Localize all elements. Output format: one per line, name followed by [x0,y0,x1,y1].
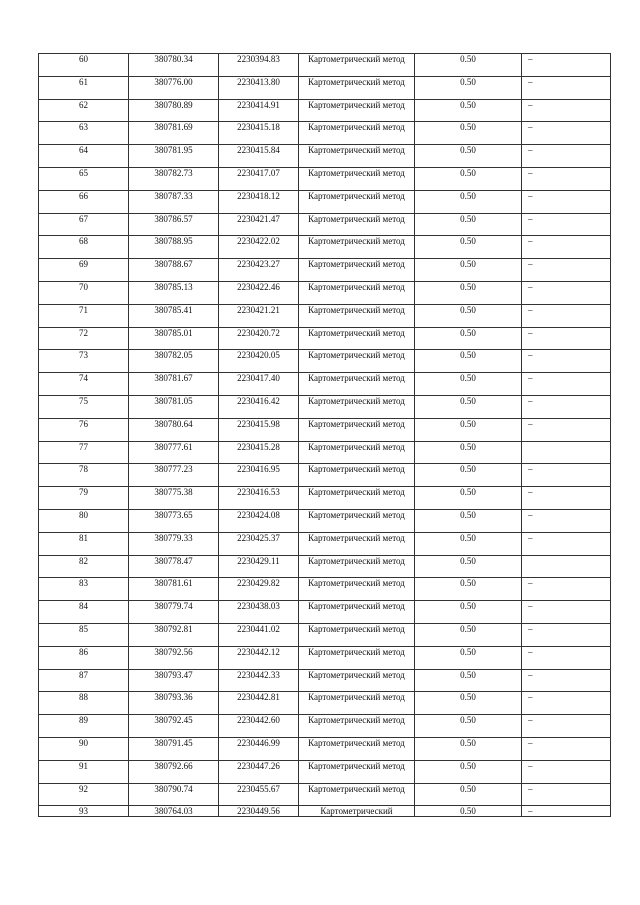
table-row [39,806,611,817]
y-coordinate-cell: 2230449.56 [219,806,299,817]
point-number-cell: 93 [39,806,129,817]
accuracy-cell: 0.50 [415,327,522,350]
method-cell: Картометрический метод [299,236,415,259]
point-number-cell: 68 [39,236,129,259]
y-coordinate-cell: 2230414.91 [219,99,299,122]
accuracy-cell: 0.50 [415,167,522,190]
method-cell: Картометрический метод [299,555,415,578]
table-row [39,509,611,532]
table-row [39,532,611,555]
y-coordinate-cell: 2230424.08 [219,509,299,532]
method-cell: Картометрический метод [299,441,415,464]
accuracy-cell: 0.50 [415,395,522,418]
table-row [39,259,611,282]
method-cell: Картометрический метод [299,145,415,168]
y-coordinate-cell: 2230394.83 [219,54,299,77]
x-coordinate-cell: 380792.66 [129,760,219,783]
accuracy-cell: 0.50 [415,669,522,692]
point-number-cell: 85 [39,623,129,646]
table-row [39,601,611,624]
accuracy-cell: 0.50 [415,350,522,373]
note-cell: – [522,737,611,760]
method-cell: Картометрический метод [299,692,415,715]
method-cell: Картометрический метод [299,418,415,441]
method-cell: Картометрический метод [299,327,415,350]
x-coordinate-cell: 380785.13 [129,281,219,304]
point-number-cell: 74 [39,373,129,396]
table-row [39,99,611,122]
point-number-cell: 60 [39,54,129,77]
method-cell: Картометрический метод [299,395,415,418]
method-cell: Картометрический метод [299,623,415,646]
table-row [39,122,611,145]
note-cell: – [522,418,611,441]
x-coordinate-cell: 380781.69 [129,122,219,145]
y-coordinate-cell: 2230416.42 [219,395,299,418]
point-number-cell: 82 [39,555,129,578]
x-coordinate-cell: 380792.81 [129,623,219,646]
y-coordinate-cell: 2230422.46 [219,281,299,304]
accuracy-cell: 0.50 [415,145,522,168]
x-coordinate-cell: 380781.61 [129,578,219,601]
table-row [39,350,611,373]
method-cell: Картометрический метод [299,783,415,806]
y-coordinate-cell: 2230415.84 [219,145,299,168]
accuracy-cell: 0.50 [415,281,522,304]
x-coordinate-cell: 380779.33 [129,532,219,555]
y-coordinate-cell: 2230442.12 [219,646,299,669]
note-cell: – [522,692,611,715]
coordinates-table [38,53,611,817]
point-number-cell: 83 [39,578,129,601]
point-number-cell: 73 [39,350,129,373]
table-row [39,373,611,396]
point-number-cell: 61 [39,76,129,99]
table-row [39,167,611,190]
table-row [39,190,611,213]
point-number-cell: 76 [39,418,129,441]
accuracy-cell: 0.50 [415,487,522,510]
method-cell: Картометрический [299,806,415,817]
x-coordinate-cell: 380788.95 [129,236,219,259]
method-cell: Картометрический метод [299,122,415,145]
table-row [39,464,611,487]
note-cell: – [522,578,611,601]
note-cell: – [522,760,611,783]
point-number-cell: 92 [39,783,129,806]
point-number-cell: 62 [39,99,129,122]
x-coordinate-cell: 380778.47 [129,555,219,578]
method-cell: Картометрический метод [299,646,415,669]
note-cell: – [522,304,611,327]
accuracy-cell: 0.50 [415,646,522,669]
note-cell: – [522,350,611,373]
y-coordinate-cell: 2230455.67 [219,783,299,806]
y-coordinate-cell: 2230413.80 [219,76,299,99]
x-coordinate-cell: 380781.95 [129,145,219,168]
y-coordinate-cell: 2230421.21 [219,304,299,327]
table-row [39,304,611,327]
point-number-cell: 86 [39,646,129,669]
y-coordinate-cell: 2230423.27 [219,259,299,282]
point-number-cell: 80 [39,509,129,532]
y-coordinate-cell: 2230446.99 [219,737,299,760]
y-coordinate-cell: 2230425.37 [219,532,299,555]
note-cell: – [522,54,611,77]
table-row [39,236,611,259]
note-cell: – [522,167,611,190]
point-number-cell: 79 [39,487,129,510]
point-number-cell: 67 [39,213,129,236]
x-coordinate-cell: 380782.73 [129,167,219,190]
table-row [39,487,611,510]
x-coordinate-cell: 380780.64 [129,418,219,441]
accuracy-cell: 0.50 [415,304,522,327]
note-cell: – [522,327,611,350]
note-cell: – [522,373,611,396]
x-coordinate-cell: 380775.38 [129,487,219,510]
accuracy-cell: 0.50 [415,760,522,783]
x-coordinate-cell: 380790.74 [129,783,219,806]
table-row [39,578,611,601]
note-cell: – [522,76,611,99]
x-coordinate-cell: 380785.01 [129,327,219,350]
note-cell: – [522,213,611,236]
note-cell: – [522,509,611,532]
note-cell: – [522,715,611,738]
y-coordinate-cell: 2230420.72 [219,327,299,350]
accuracy-cell: 0.50 [415,509,522,532]
x-coordinate-cell: 380787.33 [129,190,219,213]
table-row [39,418,611,441]
accuracy-cell: 0.50 [415,464,522,487]
y-coordinate-cell: 2230429.11 [219,555,299,578]
x-coordinate-cell: 380786.57 [129,213,219,236]
accuracy-cell: 0.50 [415,441,522,464]
method-cell: Картометрический метод [299,578,415,601]
accuracy-cell: 0.50 [415,532,522,555]
method-cell: Картометрический метод [299,213,415,236]
y-coordinate-cell: 2230415.28 [219,441,299,464]
y-coordinate-cell: 2230447.26 [219,760,299,783]
point-number-cell: 91 [39,760,129,783]
note-cell [522,555,611,578]
method-cell: Картометрический метод [299,715,415,738]
accuracy-cell: 0.50 [415,213,522,236]
x-coordinate-cell: 380781.05 [129,395,219,418]
table-row [39,760,611,783]
point-number-cell: 70 [39,281,129,304]
point-number-cell: 84 [39,601,129,624]
x-coordinate-cell: 380776.00 [129,76,219,99]
table-row [39,555,611,578]
method-cell: Картометрический метод [299,601,415,624]
method-cell: Картометрический метод [299,281,415,304]
method-cell: Картометрический метод [299,532,415,555]
y-coordinate-cell: 2230416.95 [219,464,299,487]
x-coordinate-cell: 380781.67 [129,373,219,396]
note-cell: – [522,783,611,806]
method-cell: Картометрический метод [299,487,415,510]
point-number-cell: 78 [39,464,129,487]
y-coordinate-cell: 2230418.12 [219,190,299,213]
y-coordinate-cell: 2230416.53 [219,487,299,510]
x-coordinate-cell: 380792.56 [129,646,219,669]
method-cell: Картометрический метод [299,737,415,760]
table-row [39,395,611,418]
y-coordinate-cell: 2230415.18 [219,122,299,145]
table-row [39,737,611,760]
accuracy-cell: 0.50 [415,555,522,578]
note-cell: – [522,601,611,624]
x-coordinate-cell: 380792.45 [129,715,219,738]
method-cell: Картометрический метод [299,669,415,692]
point-number-cell: 69 [39,259,129,282]
accuracy-cell: 0.50 [415,601,522,624]
note-cell: – [522,532,611,555]
y-coordinate-cell: 2230438.03 [219,601,299,624]
table-row [39,692,611,715]
table-row [39,669,611,692]
note-cell: – [522,487,611,510]
note-cell: – [522,669,611,692]
table-row [39,715,611,738]
point-number-cell: 71 [39,304,129,327]
table-row [39,646,611,669]
x-coordinate-cell: 380777.23 [129,464,219,487]
point-number-cell: 77 [39,441,129,464]
accuracy-cell: 0.50 [415,76,522,99]
point-number-cell: 87 [39,669,129,692]
x-coordinate-cell: 380785.41 [129,304,219,327]
note-cell: – [522,623,611,646]
accuracy-cell: 0.50 [415,578,522,601]
table-row [39,213,611,236]
method-cell: Картометрический метод [299,76,415,99]
method-cell: Картометрический метод [299,350,415,373]
point-number-cell: 65 [39,167,129,190]
note-cell: – [522,259,611,282]
method-cell: Картометрический метод [299,54,415,77]
point-number-cell: 81 [39,532,129,555]
note-cell: – [522,99,611,122]
note-cell [522,441,611,464]
accuracy-cell: 0.50 [415,190,522,213]
x-coordinate-cell: 380773.65 [129,509,219,532]
x-coordinate-cell: 380780.89 [129,99,219,122]
accuracy-cell: 0.50 [415,806,522,817]
table-row [39,327,611,350]
note-cell: – [522,122,611,145]
accuracy-cell: 0.50 [415,373,522,396]
point-number-cell: 88 [39,692,129,715]
method-cell: Картометрический метод [299,99,415,122]
table-row [39,54,611,77]
accuracy-cell: 0.50 [415,783,522,806]
method-cell: Картометрический метод [299,304,415,327]
note-cell: – [522,646,611,669]
accuracy-cell: 0.50 [415,236,522,259]
y-coordinate-cell: 2230417.40 [219,373,299,396]
point-number-cell: 75 [39,395,129,418]
accuracy-cell: 0.50 [415,259,522,282]
x-coordinate-cell: 380780.34 [129,54,219,77]
accuracy-cell: 0.50 [415,623,522,646]
point-number-cell: 72 [39,327,129,350]
method-cell: Картометрический метод [299,509,415,532]
y-coordinate-cell: 2230441.02 [219,623,299,646]
accuracy-cell: 0.50 [415,99,522,122]
accuracy-cell: 0.50 [415,418,522,441]
y-coordinate-cell: 2230442.81 [219,692,299,715]
y-coordinate-cell: 2230442.33 [219,669,299,692]
table-row [39,783,611,806]
x-coordinate-cell: 380782.05 [129,350,219,373]
table-row [39,623,611,646]
point-number-cell: 63 [39,122,129,145]
method-cell: Картометрический метод [299,464,415,487]
point-number-cell: 64 [39,145,129,168]
x-coordinate-cell: 380788.67 [129,259,219,282]
y-coordinate-cell: 2230421.47 [219,213,299,236]
x-coordinate-cell: 380764.03 [129,806,219,817]
x-coordinate-cell: 380777.61 [129,441,219,464]
method-cell: Картометрический метод [299,760,415,783]
point-number-cell: 66 [39,190,129,213]
point-number-cell: 89 [39,715,129,738]
table-row [39,281,611,304]
accuracy-cell: 0.50 [415,715,522,738]
x-coordinate-cell: 380779.74 [129,601,219,624]
x-coordinate-cell: 380793.36 [129,692,219,715]
method-cell: Картометрический метод [299,167,415,190]
point-number-cell: 90 [39,737,129,760]
table-body [39,54,611,817]
note-cell: – [522,464,611,487]
x-coordinate-cell: 380793.47 [129,669,219,692]
accuracy-cell: 0.50 [415,122,522,145]
note-cell: – [522,395,611,418]
table-row [39,441,611,464]
note-cell: – [522,281,611,304]
accuracy-cell: 0.50 [415,54,522,77]
table-row [39,76,611,99]
note-cell: – [522,145,611,168]
y-coordinate-cell: 2230429.82 [219,578,299,601]
method-cell: Картометрический метод [299,259,415,282]
y-coordinate-cell: 2230422.02 [219,236,299,259]
accuracy-cell: 0.50 [415,692,522,715]
y-coordinate-cell: 2230417.07 [219,167,299,190]
note-cell: – [522,806,611,817]
y-coordinate-cell: 2230420.05 [219,350,299,373]
y-coordinate-cell: 2230415.98 [219,418,299,441]
y-coordinate-cell: 2230442.60 [219,715,299,738]
method-cell: Картометрический метод [299,373,415,396]
note-cell: – [522,190,611,213]
note-cell: – [522,236,611,259]
accuracy-cell: 0.50 [415,737,522,760]
x-coordinate-cell: 380791.45 [129,737,219,760]
method-cell: Картометрический метод [299,190,415,213]
table-row [39,145,611,168]
